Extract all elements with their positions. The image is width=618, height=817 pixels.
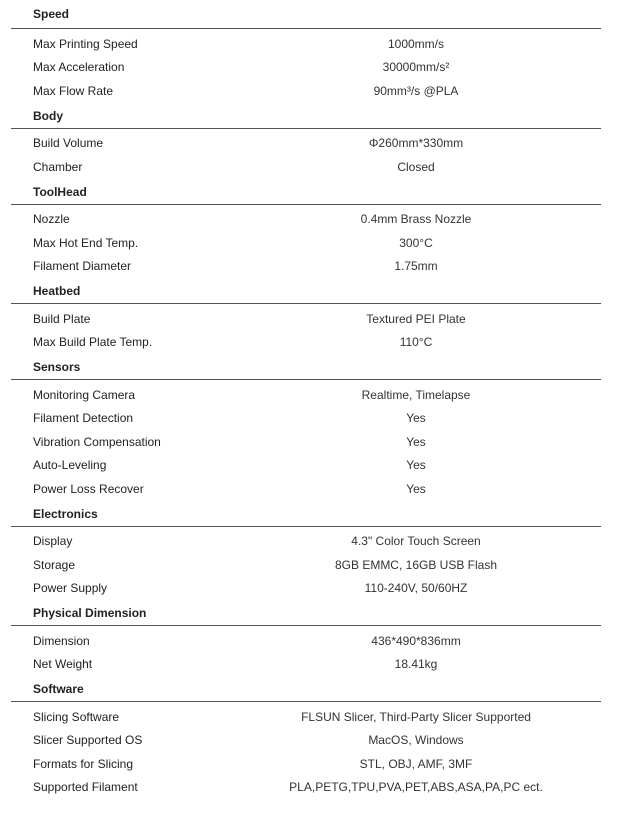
spec-table [11, 0, 601, 799]
spec-row [11, 79, 601, 103]
spec-label: Dimension [33, 633, 90, 648]
section-title: Electronics [11, 501, 601, 527]
spec-label: Max Printing Speed [33, 36, 138, 51]
spec-label: Filament Detection [33, 411, 134, 426]
section-title: Body [11, 103, 601, 129]
spec-value: FLSUN Slicer, Third-Party Slicer Supported [301, 709, 531, 724]
spec-row [11, 231, 601, 255]
section-rows [11, 205, 601, 279]
section-rows [11, 527, 601, 601]
spec-value: 1.75mm [394, 259, 438, 274]
spec-value: Textured PEI Plate [366, 311, 466, 326]
spec-value: 1000mm/s [387, 36, 445, 51]
spec-row [11, 577, 601, 601]
section-title: Software [11, 676, 601, 702]
spec-label: Formats for Slicing [33, 756, 134, 771]
spec-value: Yes [406, 458, 426, 473]
spec-value: 30000mm/s² [382, 60, 450, 75]
spec-row [11, 530, 601, 554]
spec-label: Build Volume [33, 136, 104, 151]
spec-label: Monitoring Camera [33, 387, 136, 402]
spec-row [11, 752, 601, 776]
spec-value: 436*490*836mm [371, 633, 461, 648]
spec-label: Slicer Supported OS [33, 733, 143, 748]
section-rows [11, 304, 601, 354]
spec-label: Power Loss Recover [33, 481, 144, 496]
spec-label: Chamber [33, 159, 83, 174]
spec-value: 110-240V, 50/60HZ [364, 581, 468, 596]
section-rows [11, 702, 601, 799]
section-sensors [11, 354, 601, 501]
spec-value: Yes [406, 481, 426, 496]
spec-value: Realtime, Timelapse [361, 387, 471, 402]
spec-row [11, 653, 601, 677]
spec-value: 90mm³/s @PLA [373, 83, 459, 98]
spec-label: Slicing Software [33, 709, 120, 724]
spec-row [11, 776, 601, 800]
spec-label: Supported Filament [33, 780, 138, 795]
spec-label: Vibration Compensation [33, 434, 161, 449]
spec-value: Φ260mm*330mm [368, 136, 464, 151]
section-rows [11, 626, 601, 676]
spec-value: 8GB EMMC, 16GB USB Flash [334, 557, 498, 572]
spec-row [11, 553, 601, 577]
spec-row [11, 407, 601, 431]
spec-label: Nozzle [33, 212, 70, 227]
spec-value: Closed [397, 159, 435, 174]
section-title: Heatbed [11, 278, 601, 304]
section-rows [11, 29, 601, 103]
spec-label: Storage [33, 557, 76, 572]
spec-label: Max Acceleration [33, 60, 125, 75]
section-title: Sensors [11, 354, 601, 380]
section-physical-dimension [11, 600, 601, 676]
spec-row [11, 132, 601, 156]
spec-row [11, 331, 601, 355]
section-rows [11, 380, 601, 501]
section-title: ToolHead [11, 179, 601, 205]
spec-label: Max Flow Rate [33, 83, 114, 98]
spec-row [11, 307, 601, 331]
spec-row [11, 729, 601, 753]
spec-label: Max Build Plate Temp. [33, 335, 153, 350]
section-title: Physical Dimension [11, 600, 601, 626]
section-software [11, 676, 601, 799]
spec-value: Yes [406, 411, 426, 426]
spec-label: Auto-Leveling [33, 458, 107, 473]
spec-value: Yes [406, 434, 426, 449]
spec-label: Power Supply [33, 581, 108, 596]
spec-value: 4.3" Color Touch Screen [351, 534, 481, 549]
spec-row [11, 32, 601, 56]
section-speed [11, 0, 601, 103]
spec-row [11, 383, 601, 407]
spec-value: STL, OBJ, AMF, 3MF [359, 756, 473, 771]
section-heatbed [11, 278, 601, 354]
section-toolhead [11, 179, 601, 279]
spec-value: 110°C [399, 335, 433, 350]
section-rows [11, 129, 601, 179]
section-title: Speed [11, 0, 601, 29]
spec-label: Filament Diameter [33, 259, 132, 274]
spec-label: Build Plate [33, 311, 91, 326]
spec-value: PLA,PETG,TPU,PVA,PET,ABS,ASA,PA,PC ect. [289, 780, 543, 795]
spec-value: 18.41kg [394, 657, 438, 672]
spec-label: Net Weight [33, 657, 93, 672]
spec-row [11, 155, 601, 179]
spec-row [11, 629, 601, 653]
spec-value: MacOS, Windows [368, 733, 464, 748]
spec-label: Display [33, 534, 73, 549]
spec-label: Max Hot End Temp. [33, 235, 139, 250]
spec-value: 0.4mm Brass Nozzle [360, 212, 472, 227]
spec-value: 300°C [399, 235, 433, 250]
spec-row [11, 56, 601, 80]
spec-row [11, 208, 601, 232]
spec-row [11, 454, 601, 478]
section-body [11, 103, 601, 179]
section-electronics [11, 501, 601, 601]
spec-row [11, 255, 601, 279]
spec-row [11, 430, 601, 454]
spec-row [11, 477, 601, 501]
spec-row [11, 705, 601, 729]
